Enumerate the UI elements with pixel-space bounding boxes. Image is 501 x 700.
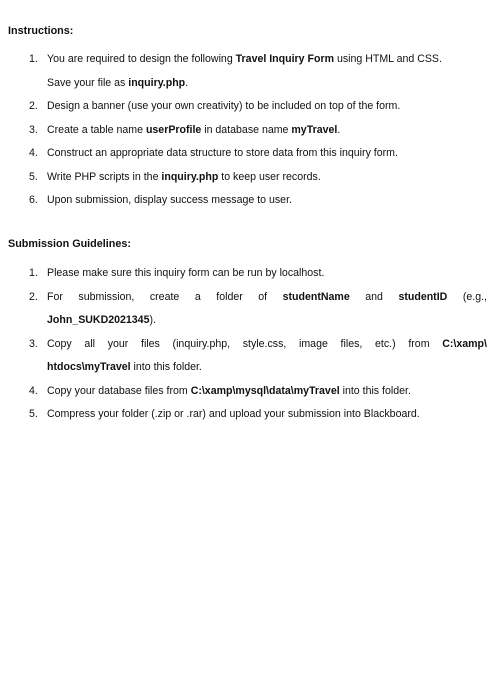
item-text-justified: For submission, create a folder of studentName and studentID (e.g., bbox=[47, 290, 487, 303]
item-number: 3. bbox=[29, 337, 38, 350]
item-text: You are required to design the following Travel Inquiry Form using HTML and CSS. bbox=[47, 53, 442, 65]
guideline-item-continuation bbox=[0, 309, 501, 333]
instruction-item bbox=[0, 189, 501, 213]
item-number: 6. bbox=[29, 194, 38, 206]
guideline-item bbox=[0, 380, 501, 404]
item-number: 3. bbox=[29, 123, 38, 136]
item-number: 1. bbox=[29, 53, 38, 65]
guideline-item bbox=[0, 403, 501, 427]
instructions-list bbox=[0, 48, 501, 213]
instruction-item bbox=[0, 95, 501, 119]
item-text: Create a table name userProfile in database name myTravel. bbox=[47, 123, 341, 136]
item-text: Compress your folder (.zip or .rar) and upload your submission into Blackboard. bbox=[47, 408, 420, 420]
guideline-item bbox=[0, 333, 501, 357]
instruction-item-continuation bbox=[0, 72, 501, 96]
item-text: Please make sure this inquiry form can be run by localhost. bbox=[47, 267, 325, 279]
submission-guidelines-heading: Submission Guidelines: bbox=[8, 238, 131, 250]
submission-guidelines-list bbox=[0, 262, 501, 427]
item-text: Construct an appropriate data structure to store data from this inquiry form. bbox=[47, 147, 398, 159]
item-text: John_SUKD2021345). bbox=[47, 314, 156, 326]
item-text: Upon submission, display success message to user. bbox=[47, 194, 292, 206]
guideline-item bbox=[0, 262, 501, 286]
item-number: 2. bbox=[29, 290, 38, 303]
item-number: 2. bbox=[29, 100, 38, 112]
guideline-item-continuation bbox=[0, 356, 501, 380]
instruction-item bbox=[0, 142, 501, 166]
instruction-item bbox=[0, 48, 501, 72]
instruction-item bbox=[0, 166, 501, 190]
item-text: Copy your database files from C:\xamp\mysql\data\myTravel into this folder. bbox=[47, 384, 411, 397]
instruction-item bbox=[0, 119, 501, 143]
guideline-item bbox=[0, 286, 501, 310]
item-text-justified: Copy all your files (inquiry.php, style.css, image files, etc.) from C:\xamp\ bbox=[47, 337, 487, 350]
item-number: 5. bbox=[29, 408, 38, 420]
item-text: Save your file as inquiry.php. bbox=[47, 76, 189, 89]
item-number: 5. bbox=[29, 170, 38, 183]
instructions-heading: Instructions: bbox=[8, 25, 74, 37]
item-number: 4. bbox=[29, 147, 38, 159]
item-text: htdocs\myTravel into this folder. bbox=[47, 361, 202, 373]
item-text: Write PHP scripts in the inquiry.php to keep user records. bbox=[47, 170, 321, 183]
item-text: Design a banner (use your own creativity) to be included on top of the form. bbox=[47, 100, 401, 112]
item-number: 1. bbox=[29, 267, 38, 279]
item-number: 4. bbox=[29, 384, 38, 397]
